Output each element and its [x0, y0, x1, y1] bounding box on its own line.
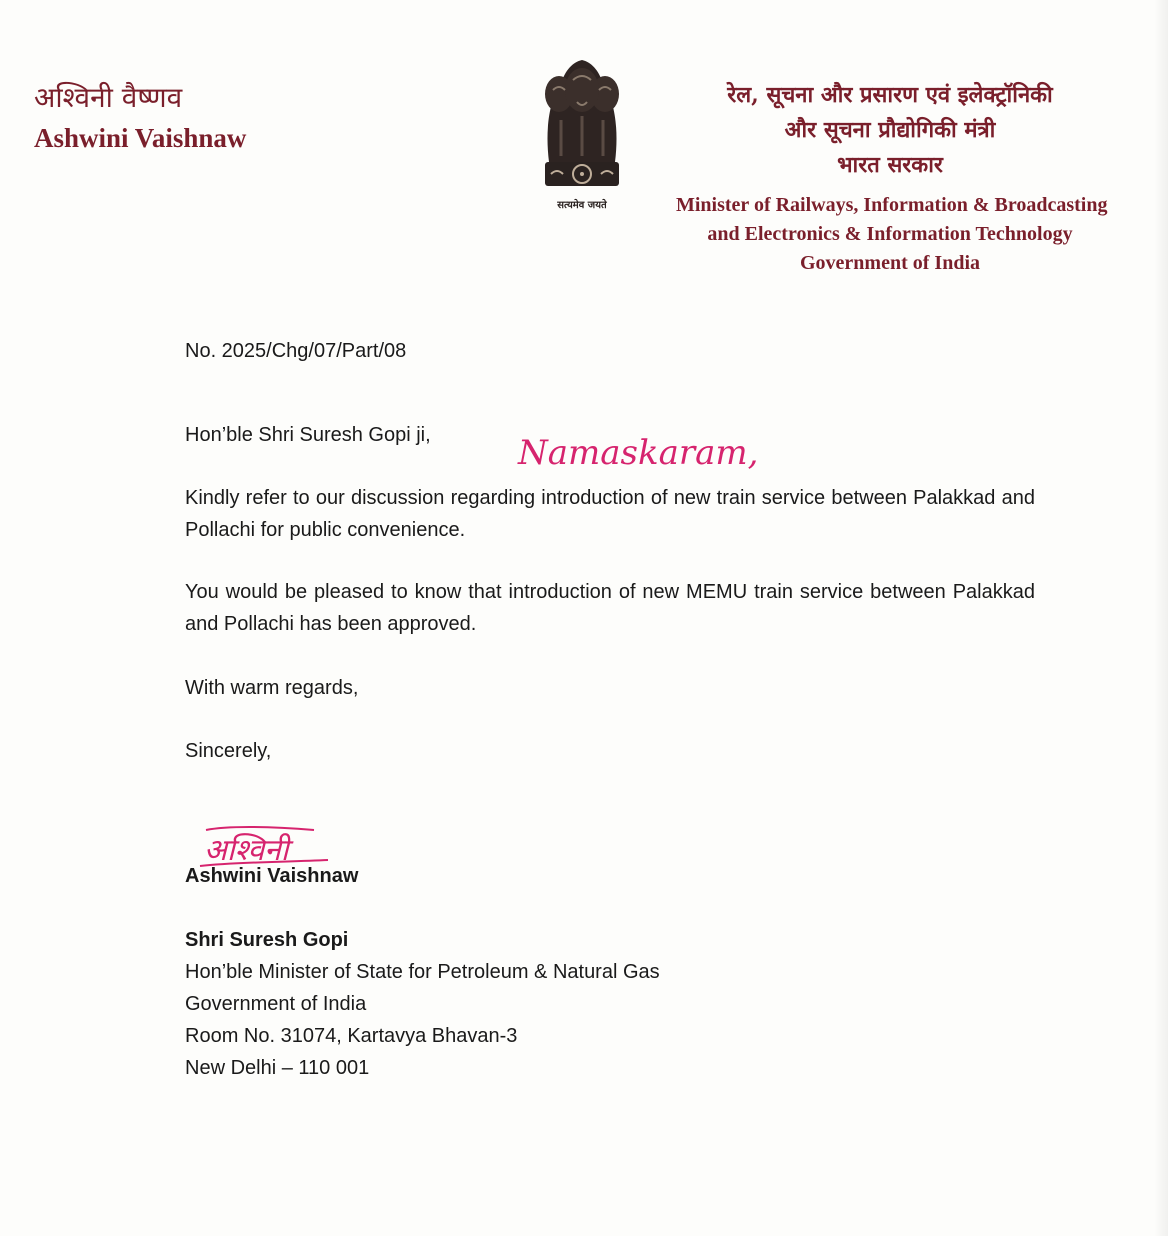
sender-name-english: Ashwini Vaishnaw	[34, 123, 247, 153]
ministry-hindi-line-1: रेल, सूचना और प्रसारण एवं इलेक्ट्रॉनिकी	[727, 82, 1053, 108]
letterhead-ministry	[676, 78, 1108, 278]
paragraph-2: You would be pleased to know that introduction of new MEMU train service between Palakkad and Pollachi has been approved.	[185, 581, 1035, 635]
addressee-line-1: Hon’ble Minister of State for Petroleum & Natural Gas	[185, 961, 660, 983]
closing-regards: With warm regards,	[185, 677, 359, 699]
ministry-hindi-line-2: और सूचना प्रौद्योगिकी मंत्री	[784, 117, 996, 143]
svg-text:सत्यमेव जयते: सत्यमेव जयते	[557, 200, 607, 211]
handwritten-greeting	[512, 420, 802, 480]
addressee-line-4: New Delhi – 110 001	[185, 1057, 370, 1079]
paragraph-1: Kindly refer to our discussion regarding introduction of new train service between Palakkad and Pollachi for public convenience.	[185, 487, 1035, 541]
addressee-line-2: Government of India	[185, 993, 367, 1015]
state-emblem-icon	[527, 50, 637, 220]
addressee-line-3: Room No. 31074, Kartavya Bhavan-3	[185, 1025, 518, 1047]
addressee-name: Shri Suresh Gopi	[185, 929, 349, 951]
letterhead-sender-name	[34, 80, 246, 156]
addressee-block	[185, 924, 660, 1084]
ministry-english-line-2: and Electronics & Information Technology	[707, 223, 1073, 245]
ministry-hindi-line-3: भारत सरकार	[837, 152, 943, 178]
reference-number: No. 2025/Chg/07/Part/08	[185, 340, 407, 362]
svg-text:अश्विनी: अश्विनी	[204, 833, 289, 868]
salutation: Hon’ble Shri Suresh Gopi ji,	[185, 424, 431, 446]
page-edge-shadow	[1154, 0, 1168, 1236]
sender-name-hindi: अश्विनी वैष्णव	[34, 81, 183, 114]
ministry-english-line-1: Minister of Railways, Information & Broadcasting	[676, 194, 1108, 216]
sign-off: Sincerely,	[185, 740, 272, 762]
handwritten-greeting-text: Namaskaram,	[518, 433, 759, 473]
signer-name: Ashwini Vaishnaw	[185, 865, 359, 887]
ministry-english-line-3: Government of India	[800, 252, 980, 274]
